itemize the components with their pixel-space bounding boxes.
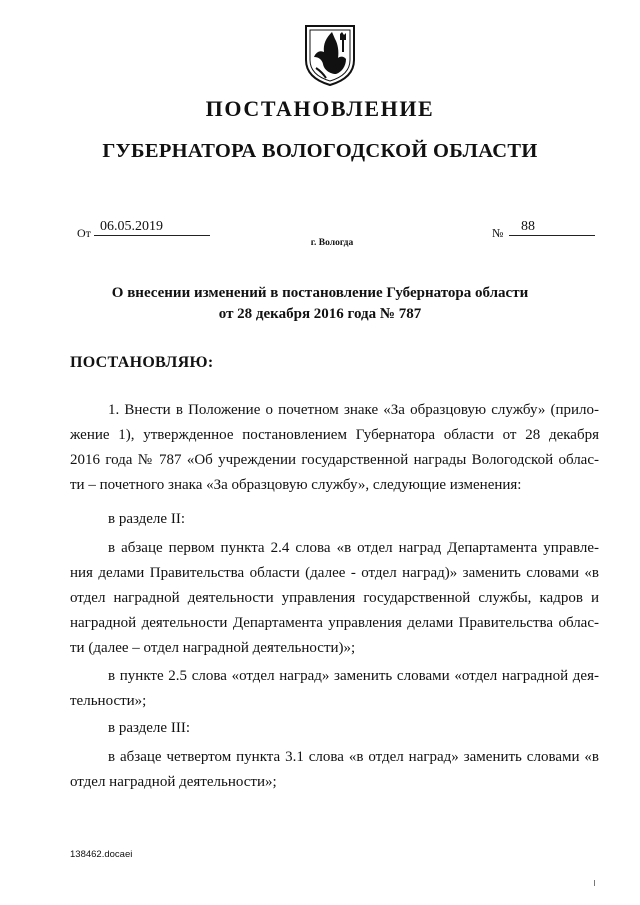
document-title: ПОСТАНОВЛЕНИЕ <box>205 96 435 121</box>
paragraph-line: 2016 года № 787 «Об учреждении государственной награды Вологодской облас- <box>70 452 599 468</box>
paragraph-line: ния делами Правительства области (далее - отдел наград)» заменить словами «в <box>70 565 599 581</box>
city-label: г. Вологда <box>310 238 354 248</box>
paragraph-line: отдел наградной деятельности управления государственной службы, кадров и <box>70 590 599 606</box>
coat-of-arms-icon <box>302 22 358 88</box>
document-subtitle: ГУБЕРНАТОРА ВОЛОГОДСКОЙ ОБЛАСТИ <box>102 140 538 162</box>
paragraph-line: в абзаце четвертом пункта 3.1 слова «в отдел наград» заменить словами «в <box>108 749 599 765</box>
decree-heading: ПОСТАНОВЛЯЮ: <box>70 354 214 371</box>
paragraph-line: тельности»; <box>70 693 147 709</box>
coat-of-arms-emblem <box>302 22 358 88</box>
paragraph-line: в разделе II: <box>108 511 185 527</box>
paragraph-line: ти (далее – отдел наградной деятельности)»; <box>70 640 356 656</box>
paragraph-line: в разделе III: <box>108 720 190 736</box>
paragraph-line: 1. Внести в Положение о почетном знаке «За образцовую службу» (прило- <box>108 402 599 418</box>
paragraph-line: ти – почетного знака «За образцовую службу», следующие изменения: <box>70 477 522 493</box>
document-date: 06.05.2019 <box>94 219 210 236</box>
date-prefix: От <box>77 226 91 240</box>
paragraph-line: отдел наградной деятельности»; <box>70 774 277 790</box>
subject-line: О внесении изменений в постановление Губернатора области <box>111 285 529 301</box>
document-number: 88 <box>509 219 595 236</box>
paragraph-line: в абзаце первом пункта 2.4 слова «в отдел наград Департамента управле- <box>108 540 599 556</box>
paragraph-line: жение 1), утвержденное постановлением Губернатора области от 28 декабря <box>70 427 599 443</box>
body-paragraph <box>70 664 599 714</box>
scan-mark <box>594 880 595 886</box>
body-paragraph <box>70 507 599 532</box>
body-paragraph <box>70 398 599 498</box>
document-subject <box>0 283 640 325</box>
number-prefix: № <box>492 226 504 240</box>
subject-line: от 28 декабря 2016 года № 787 <box>218 306 422 322</box>
paragraph-line: в пункте 2.5 слова «отдел наград» заменить словами «отдел наградной дея- <box>108 668 599 684</box>
file-reference: 138462.docaei <box>70 849 133 860</box>
body-paragraph <box>70 536 599 661</box>
body-paragraph <box>70 716 599 741</box>
paragraph-line: наградной деятельности Департамента управления делами Правительства облас- <box>70 615 599 631</box>
body-paragraph <box>70 745 599 795</box>
